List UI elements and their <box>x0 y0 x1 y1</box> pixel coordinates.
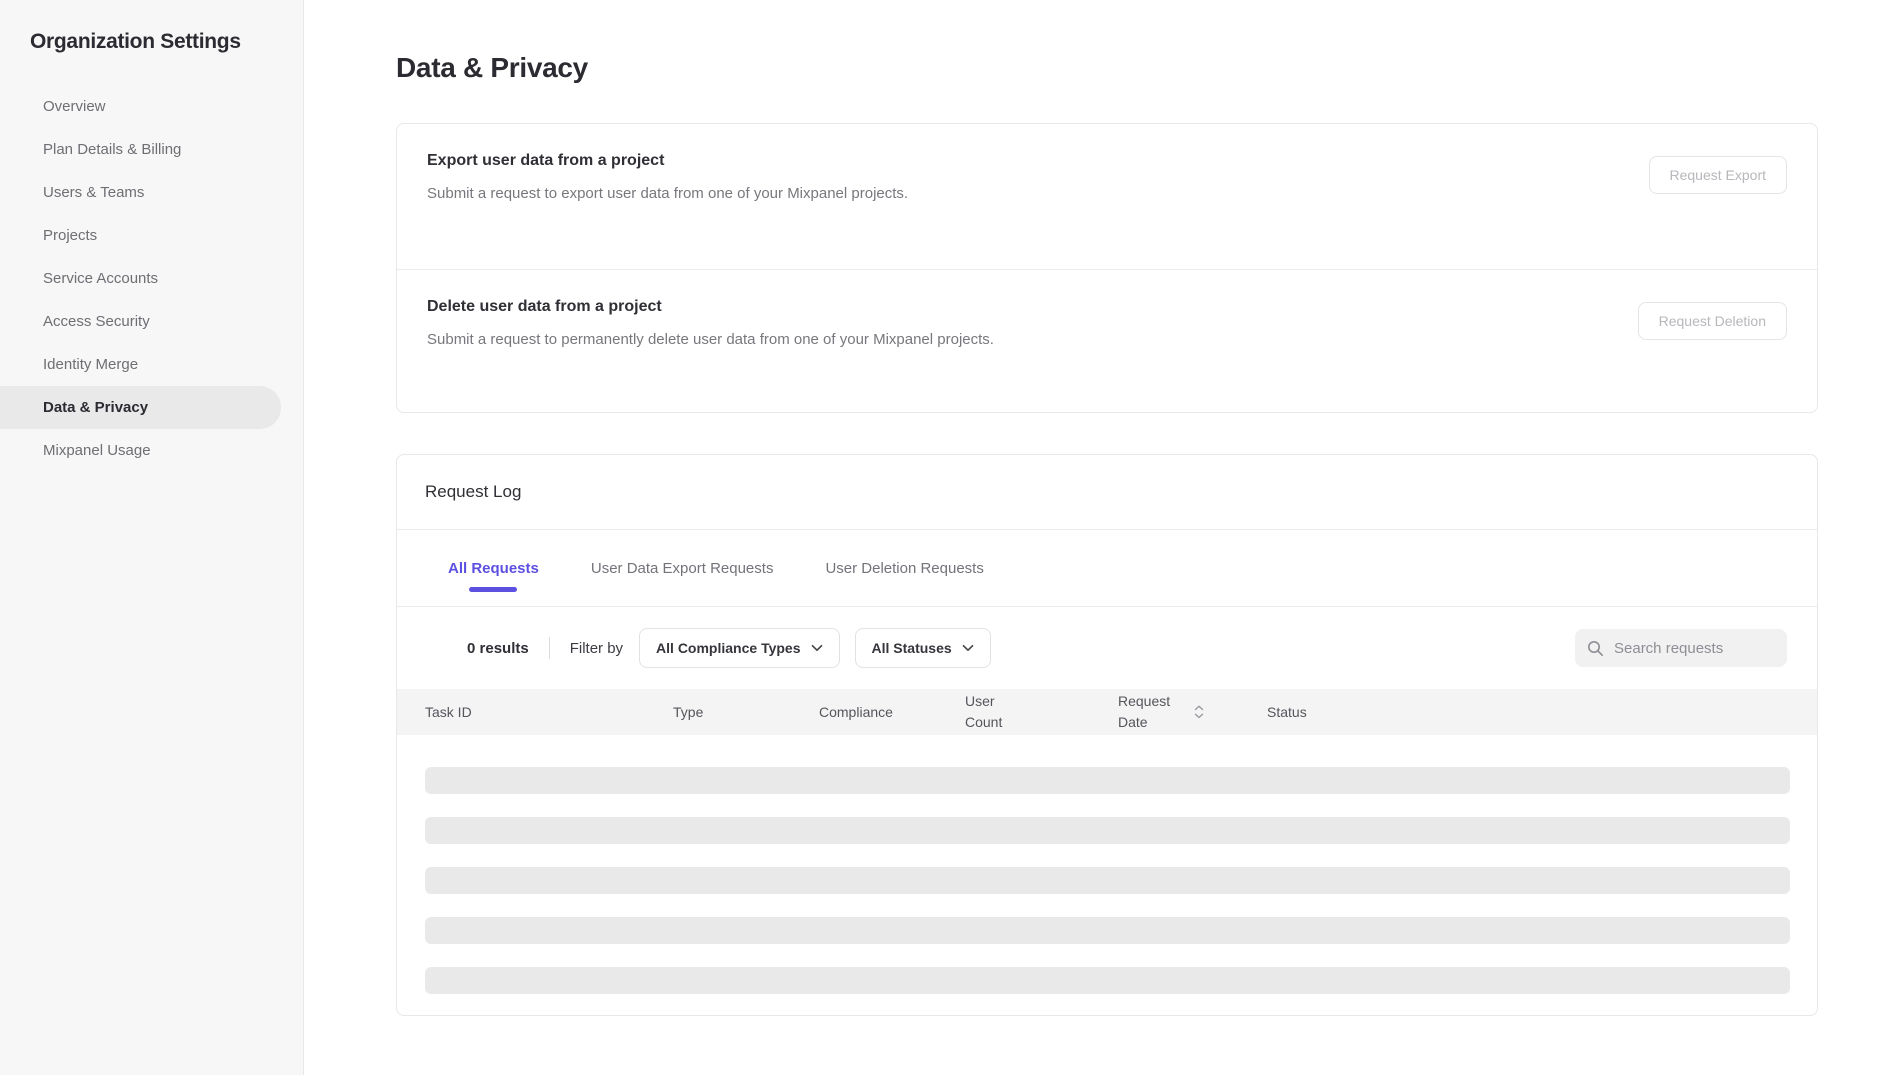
sidebar <box>0 0 304 1075</box>
column-header-task-id <box>425 702 673 723</box>
column-header-status <box>1267 702 1817 723</box>
sidebar-item-users-teams[interactable]: Users & Teams <box>43 184 145 201</box>
filter-row <box>397 607 1817 689</box>
search-icon <box>1587 640 1604 657</box>
filter-by-label: Filter by <box>569 639 624 657</box>
loading-skeleton-row <box>425 867 1790 894</box>
vertical-divider <box>549 637 550 659</box>
tab-user-deletion-requests[interactable]: User Deletion Requests <box>825 559 984 577</box>
sidebar-item-service-accounts[interactable]: Service Accounts <box>43 270 159 287</box>
sidebar-item-mixpanel-usage[interactable]: Mixpanel Usage <box>43 442 151 459</box>
column-header-type <box>673 702 819 723</box>
sidebar-item-data-privacy[interactable]: Data & Privacy <box>0 386 281 429</box>
table-header-row <box>397 689 1817 735</box>
column-label: User Count <box>965 693 1003 730</box>
action-title: Export user data from a project <box>427 152 665 169</box>
sidebar-nav <box>0 85 303 472</box>
chevron-down-icon <box>811 644 823 652</box>
column-label: Type <box>673 703 704 720</box>
main-content <box>304 0 1886 1075</box>
action-description: Submit a request to export user data from one of your Mixpanel projects. <box>427 185 909 202</box>
tab-user-data-export-requests[interactable]: User Data Export Requests <box>590 559 774 577</box>
loading-skeleton-row <box>425 967 1790 994</box>
column-header-request-date[interactable] <box>1118 691 1267 733</box>
action-section-export-user-data-from-a-project <box>397 124 1817 269</box>
action-section-delete-user-data-from-a-project <box>397 269 1817 414</box>
request-deletion-button[interactable]: Request Deletion <box>1638 302 1787 340</box>
action-title: Delete user data from a project <box>427 298 662 315</box>
sidebar-item-overview[interactable]: Overview <box>43 98 106 115</box>
sidebar-title: Organization Settings <box>30 30 241 53</box>
table-loading-rows <box>397 735 1817 994</box>
column-label: Status <box>1267 703 1307 720</box>
action-text <box>427 152 908 202</box>
request-log-title: Request Log <box>397 455 1817 530</box>
action-description: Submit a request to permanently delete user data from one of your Mixpanel projects. <box>427 331 994 348</box>
column-label: Request Date <box>1118 693 1171 730</box>
loading-skeleton-row <box>425 767 1790 794</box>
filter-dropdowns <box>639 628 991 668</box>
sidebar-item-identity-merge[interactable]: Identity Merge <box>43 356 139 373</box>
column-label: Task ID <box>425 703 472 720</box>
dropdown-label: All Statuses <box>871 640 952 656</box>
sidebar-item-access-security[interactable]: Access Security <box>43 313 150 330</box>
action-text <box>427 298 994 348</box>
page-title: Data & Privacy <box>396 52 588 83</box>
request-log-tabs <box>397 530 1817 607</box>
loading-skeleton-row <box>425 817 1790 844</box>
dropdown-label: All Compliance Types <box>656 640 801 656</box>
dropdown-all-statuses[interactable] <box>855 628 991 668</box>
sort-icon[interactable] <box>1194 705 1204 719</box>
tab-all-requests[interactable]: All Requests <box>448 530 539 606</box>
search-requests-box[interactable] <box>1575 629 1787 667</box>
dropdown-all-compliance-types[interactable] <box>639 628 839 668</box>
data-actions-card <box>396 123 1818 413</box>
loading-skeleton-row <box>425 917 1790 944</box>
results-count: 0 results <box>467 639 529 657</box>
sidebar-item-projects[interactable]: Projects <box>43 227 98 244</box>
chevron-down-icon <box>962 644 974 652</box>
search-requests-input[interactable] <box>1614 640 1775 657</box>
column-label: Compliance <box>819 703 893 720</box>
request-export-button[interactable]: Request Export <box>1649 156 1788 194</box>
request-log-card <box>396 454 1818 1016</box>
sidebar-item-plan-details-billing[interactable]: Plan Details & Billing <box>43 141 182 158</box>
column-header-compliance <box>819 702 965 723</box>
column-header-user-count <box>965 691 1118 733</box>
